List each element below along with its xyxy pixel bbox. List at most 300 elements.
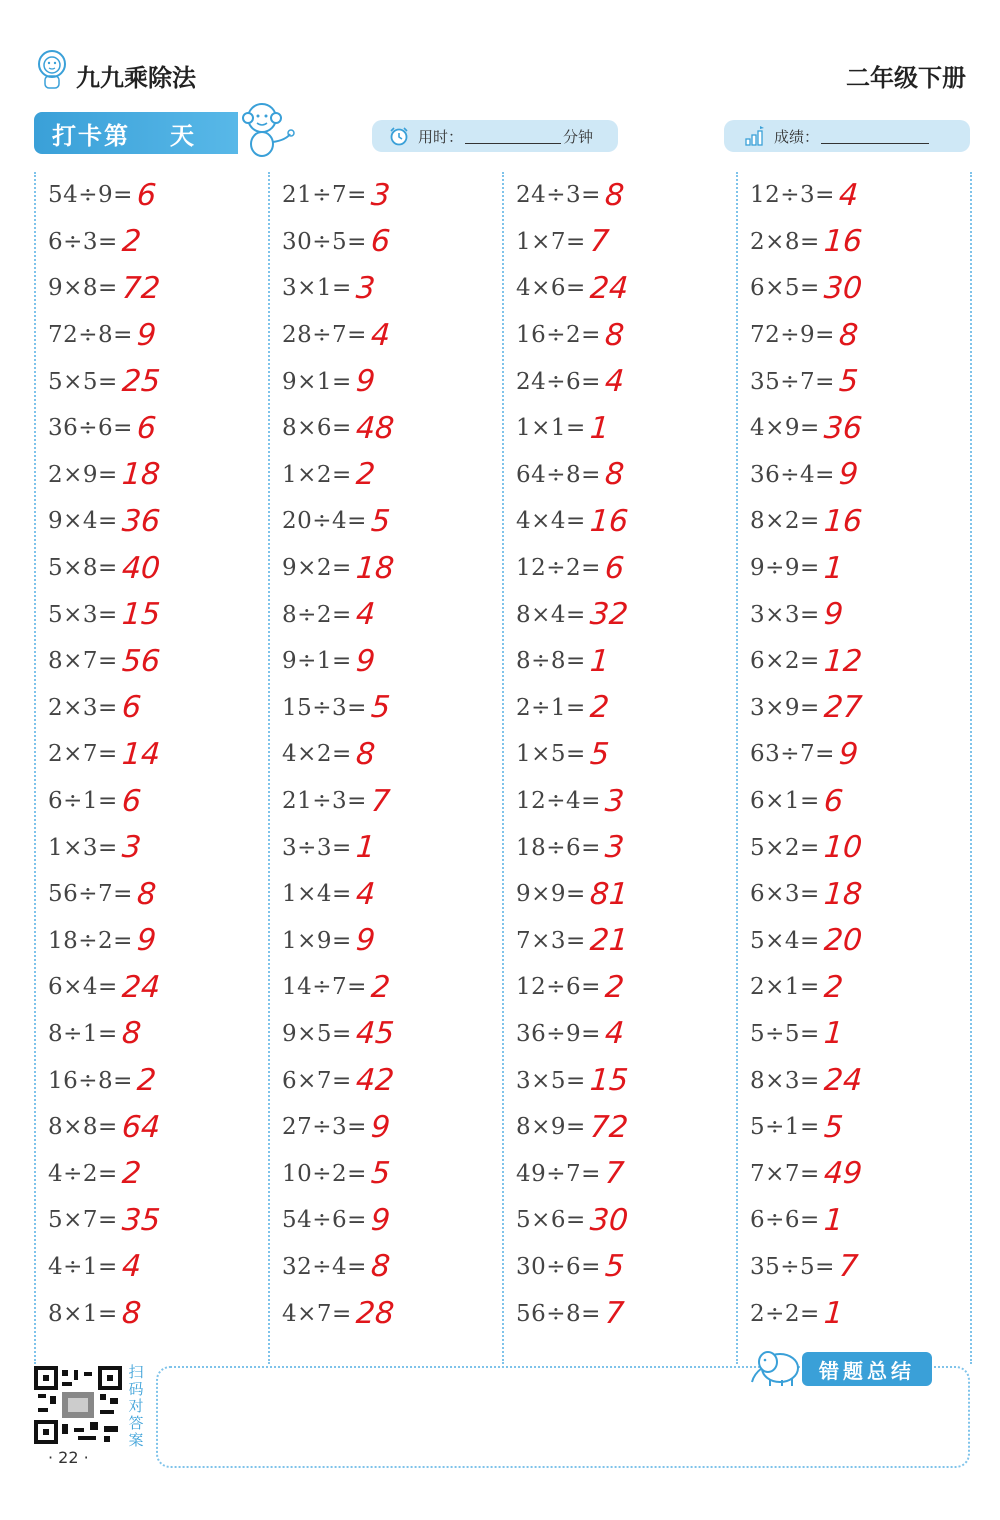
handwritten-answer[interactable]: 8	[120, 1016, 143, 1052]
handwritten-answer[interactable]: 2	[354, 457, 377, 493]
handwritten-answer[interactable]: 5	[369, 1156, 392, 1192]
handwritten-answer[interactable]: 2	[120, 224, 143, 260]
problem-row	[282, 685, 512, 732]
mistakes-summary-title: 错题总结	[802, 1352, 932, 1386]
problem-row	[48, 871, 278, 918]
handwritten-answer[interactable]: 4	[369, 317, 392, 353]
problem-row	[282, 871, 512, 918]
handwritten-answer[interactable]: 21	[588, 923, 630, 959]
handwritten-answer[interactable]: 42	[354, 1063, 396, 1099]
problem-expression: 6×3=	[750, 881, 820, 908]
problem-column-1	[48, 172, 278, 1337]
problem-expression: 2÷1=	[516, 694, 586, 721]
handwritten-answer[interactable]: 30	[588, 1202, 630, 1238]
problem-row	[516, 1150, 746, 1197]
problem-expression: 6×7=	[282, 1067, 352, 1094]
time-input-line[interactable]	[465, 129, 561, 144]
problem-row	[516, 1290, 746, 1337]
problem-row	[48, 312, 278, 359]
problem-expression: 4×2=	[282, 741, 352, 768]
handwritten-answer[interactable]: 4	[120, 1249, 143, 1285]
handwritten-answer[interactable]: 5	[822, 1109, 845, 1145]
handwritten-answer[interactable]: 16	[822, 224, 864, 260]
problem-row	[282, 1197, 512, 1244]
problem-expression: 27÷3=	[282, 1114, 367, 1141]
book-title: 九九乘除法	[76, 64, 196, 92]
qr-caption: 扫码对答案	[128, 1363, 144, 1449]
problem-expression: 3×5=	[516, 1067, 586, 1094]
problem-row	[282, 545, 512, 592]
problem-expression: 4×9=	[750, 415, 820, 442]
problem-expression: 4÷2=	[48, 1160, 118, 1187]
problem-expression: 5×8=	[48, 555, 118, 582]
problem-expression: 16÷2=	[516, 322, 601, 349]
problem-row	[48, 1244, 278, 1291]
handwritten-answer[interactable]: 8	[120, 1296, 143, 1332]
problem-row	[48, 1290, 278, 1337]
problem-row	[750, 1244, 980, 1291]
handwritten-answer[interactable]: 3	[354, 270, 377, 306]
problem-row	[750, 405, 980, 452]
page-header	[34, 46, 966, 110]
problem-expression: 8÷2=	[282, 601, 352, 628]
problem-expression: 12÷2=	[516, 555, 601, 582]
handwritten-answer[interactable]: 2	[603, 969, 626, 1005]
handwritten-answer[interactable]: 81	[588, 876, 630, 912]
handwritten-answer[interactable]: 5	[837, 364, 860, 400]
problem-expression: 1×5=	[516, 741, 586, 768]
score-input-line[interactable]	[821, 129, 929, 144]
handwritten-answer[interactable]: 5	[588, 736, 611, 772]
problem-column-3	[516, 172, 746, 1337]
problem-row	[48, 1150, 278, 1197]
problem-expression: 24÷6=	[516, 368, 601, 395]
problem-row	[750, 265, 980, 312]
handwritten-answer[interactable]: 27	[822, 690, 864, 726]
problem-row	[516, 1011, 746, 1058]
problem-row	[750, 1150, 980, 1197]
problem-row	[48, 1057, 278, 1104]
problem-row	[48, 219, 278, 266]
checkin-prefix: 打卡第	[52, 121, 130, 150]
problem-row	[282, 1244, 512, 1291]
problem-row	[516, 405, 746, 452]
handwritten-answer[interactable]: 2	[588, 690, 611, 726]
problem-row	[516, 312, 746, 359]
time-label: 用时：	[418, 127, 464, 146]
problem-expression: 9×1=	[282, 368, 352, 395]
problem-expression: 8÷8=	[516, 648, 586, 675]
checkin-banner	[34, 112, 238, 154]
problem-row	[516, 1244, 746, 1291]
problem-expression: 9×2=	[282, 555, 352, 582]
problem-row	[516, 545, 746, 592]
problem-expression: 18÷6=	[516, 834, 601, 861]
handwritten-answer[interactable]: 4	[354, 876, 377, 912]
handwritten-answer[interactable]: 25	[120, 364, 162, 400]
handwritten-answer[interactable]: 3	[603, 830, 626, 866]
page-number: · 22 ·	[48, 1448, 89, 1467]
handwritten-answer[interactable]: 72	[588, 1109, 630, 1145]
problem-row	[516, 498, 746, 545]
problem-expression: 36÷4=	[750, 461, 835, 488]
problem-expression: 5×6=	[516, 1207, 586, 1234]
problem-row	[282, 638, 512, 685]
problem-row	[516, 638, 746, 685]
handwritten-answer[interactable]: 4	[603, 1016, 626, 1052]
problem-expression: 63÷7=	[750, 741, 835, 768]
handwritten-answer[interactable]: 7	[837, 1249, 860, 1285]
handwritten-answer[interactable]: 24	[588, 270, 630, 306]
problem-expression: 8×1=	[48, 1300, 118, 1327]
handwritten-answer[interactable]: 9	[369, 1109, 392, 1145]
problem-expression: 2×9=	[48, 461, 118, 488]
problem-expression: 9÷9=	[750, 555, 820, 582]
problem-expression: 64÷8=	[516, 461, 601, 488]
qr-code-icon[interactable]	[34, 1366, 122, 1444]
time-unit: 分钟	[563, 127, 594, 146]
problem-expression: 6×5=	[750, 275, 820, 302]
problem-expression: 49÷7=	[516, 1160, 601, 1187]
problem-row	[516, 871, 746, 918]
problem-expression: 9÷1=	[282, 648, 352, 675]
problem-row	[750, 1011, 980, 1058]
problem-expression: 9×4=	[48, 508, 118, 535]
handwritten-answer[interactable]: 28	[354, 1296, 396, 1332]
handwritten-answer[interactable]: 5	[369, 503, 392, 539]
problem-expression: 1×1=	[516, 415, 586, 442]
handwritten-answer[interactable]: 9	[135, 317, 158, 353]
time-box	[372, 120, 618, 152]
problem-expression: 36÷9=	[516, 1020, 601, 1047]
problem-expression: 8×2=	[750, 508, 820, 535]
problem-expression: 32÷4=	[282, 1253, 367, 1280]
handwritten-answer[interactable]: 9	[369, 1202, 392, 1238]
column-divider	[34, 172, 36, 1364]
problem-row	[48, 172, 278, 219]
problem-row	[516, 265, 746, 312]
handwritten-answer[interactable]: 1	[822, 1202, 845, 1238]
handwritten-answer[interactable]: 24	[822, 1063, 864, 1099]
handwritten-answer[interactable]: 7	[588, 224, 611, 260]
problem-expression: 1×9=	[282, 927, 352, 954]
problem-row	[750, 591, 980, 638]
problem-expression: 4÷1=	[48, 1253, 118, 1280]
handwritten-answer[interactable]: 8	[354, 736, 377, 772]
handwritten-answer[interactable]: 15	[120, 597, 162, 633]
handwritten-answer[interactable]: 6	[603, 550, 626, 586]
problem-row	[282, 358, 512, 405]
handwritten-answer[interactable]: 8	[135, 876, 158, 912]
problem-row	[48, 545, 278, 592]
problem-row	[750, 871, 980, 918]
problem-row	[516, 591, 746, 638]
problem-row	[516, 731, 746, 778]
handwritten-answer[interactable]: 18	[354, 550, 396, 586]
handwritten-answer[interactable]: 3	[369, 177, 392, 213]
handwritten-answer[interactable]: 1	[588, 643, 611, 679]
problem-row	[48, 265, 278, 312]
problem-expression: 54÷6=	[282, 1207, 367, 1234]
elephant-icon	[746, 1344, 804, 1388]
handwritten-answer[interactable]: 5	[603, 1249, 626, 1285]
problem-expression: 5×7=	[48, 1207, 118, 1234]
problem-column-2	[282, 172, 512, 1337]
handwritten-answer[interactable]: 9	[822, 597, 845, 633]
problem-row	[282, 778, 512, 825]
problem-row	[516, 964, 746, 1011]
handwritten-answer[interactable]: 2	[822, 969, 845, 1005]
problem-row	[282, 918, 512, 965]
problem-expression: 5÷5=	[750, 1020, 820, 1047]
handwritten-answer[interactable]: 2	[120, 1156, 143, 1192]
problem-row	[282, 265, 512, 312]
problem-row	[48, 1197, 278, 1244]
problem-expression: 14÷7=	[282, 974, 367, 1001]
problem-row	[750, 685, 980, 732]
problem-row	[516, 219, 746, 266]
problem-row	[48, 731, 278, 778]
problem-row	[750, 778, 980, 825]
handwritten-answer[interactable]: 49	[822, 1156, 864, 1192]
problem-row	[282, 824, 512, 871]
handwritten-answer[interactable]: 9	[354, 643, 377, 679]
problem-expression: 6÷1=	[48, 788, 118, 815]
handwritten-answer[interactable]: 30	[822, 270, 864, 306]
problem-expression: 30÷6=	[516, 1253, 601, 1280]
problem-row	[750, 452, 980, 499]
problem-row	[516, 918, 746, 965]
problem-expression: 8×7=	[48, 648, 118, 675]
problem-expression: 72÷8=	[48, 322, 133, 349]
problem-expression: 3÷3=	[282, 834, 352, 861]
problem-expression: 9×5=	[282, 1020, 352, 1047]
grade-label: 二年级下册	[846, 64, 966, 92]
problem-row	[750, 964, 980, 1011]
problem-row	[516, 824, 746, 871]
problem-expression: 12÷4=	[516, 788, 601, 815]
handwritten-answer[interactable]: 8	[837, 317, 860, 353]
problem-grid	[34, 172, 972, 1364]
handwritten-answer[interactable]: 40	[120, 550, 162, 586]
problem-row	[48, 918, 278, 965]
handwritten-answer[interactable]: 8	[603, 177, 626, 213]
problem-expression: 6÷3=	[48, 228, 118, 255]
problem-row	[516, 1197, 746, 1244]
handwritten-answer[interactable]: 7	[603, 1296, 626, 1332]
problem-row	[282, 312, 512, 359]
problem-expression: 5×2=	[750, 834, 820, 861]
clock-icon	[388, 126, 410, 146]
problem-expression: 8×4=	[516, 601, 586, 628]
handwritten-answer[interactable]: 18	[120, 457, 162, 493]
problem-column-4	[750, 172, 980, 1337]
handwritten-answer[interactable]: 9	[354, 364, 377, 400]
problem-expression: 1×3=	[48, 834, 118, 861]
problem-row	[282, 452, 512, 499]
handwritten-answer[interactable]: 32	[588, 597, 630, 633]
problem-row	[282, 1150, 512, 1197]
handwritten-answer[interactable]: 8	[369, 1249, 392, 1285]
problem-row	[282, 964, 512, 1011]
handwritten-answer[interactable]: 4	[837, 177, 860, 213]
problem-row	[48, 358, 278, 405]
problem-expression: 2×8=	[750, 228, 820, 255]
problem-expression: 6÷6=	[750, 1207, 820, 1234]
problem-expression: 6×1=	[750, 788, 820, 815]
handwritten-answer[interactable]: 1	[354, 830, 377, 866]
problem-row	[750, 638, 980, 685]
problem-expression: 5×3=	[48, 601, 118, 628]
handwritten-answer[interactable]: 3	[603, 783, 626, 819]
problem-expression: 20÷4=	[282, 508, 367, 535]
problem-expression: 7×7=	[750, 1160, 820, 1187]
problem-expression: 1×7=	[516, 228, 586, 255]
handwritten-answer[interactable]: 8	[603, 317, 626, 353]
problem-expression: 6×2=	[750, 648, 820, 675]
score-label: 成绩：	[774, 127, 820, 146]
handwritten-answer[interactable]: 6	[135, 410, 158, 446]
problem-row	[282, 1290, 512, 1337]
handwritten-answer[interactable]: 9	[837, 457, 860, 493]
problem-expression: 72÷9=	[750, 322, 835, 349]
problem-row	[750, 1104, 980, 1151]
problem-expression: 1×4=	[282, 881, 352, 908]
problem-expression: 2×1=	[750, 974, 820, 1001]
problem-expression: 4×7=	[282, 1300, 352, 1327]
handwritten-answer[interactable]: 6	[120, 783, 143, 819]
monkey-icon	[236, 100, 298, 160]
handwritten-answer[interactable]: 2	[135, 1063, 158, 1099]
handwritten-answer[interactable]: 20	[822, 923, 864, 959]
problem-row	[282, 1057, 512, 1104]
handwritten-answer[interactable]: 1	[822, 1296, 845, 1332]
handwritten-answer[interactable]: 6	[369, 224, 392, 260]
lion-logo-icon	[34, 48, 70, 92]
handwritten-answer[interactable]: 36	[822, 410, 864, 446]
handwritten-answer[interactable]: 7	[369, 783, 392, 819]
handwritten-answer[interactable]: 56	[120, 643, 162, 679]
bar-chart-icon	[744, 126, 766, 146]
problem-row	[282, 1011, 512, 1058]
handwritten-answer[interactable]: 9	[354, 923, 377, 959]
problem-expression: 24÷3=	[516, 182, 601, 209]
problem-row	[750, 312, 980, 359]
handwritten-answer[interactable]: 48	[354, 410, 396, 446]
problem-row	[48, 405, 278, 452]
problem-expression: 9×9=	[516, 881, 586, 908]
problem-row	[750, 358, 980, 405]
handwritten-answer[interactable]: 2	[369, 969, 392, 1005]
score-box	[724, 120, 970, 152]
handwritten-answer[interactable]: 72	[120, 270, 162, 306]
problem-expression: 8×6=	[282, 415, 352, 442]
problem-expression: 28÷7=	[282, 322, 367, 349]
problem-row	[750, 219, 980, 266]
problem-row	[48, 685, 278, 732]
problem-expression: 7×3=	[516, 927, 586, 954]
problem-expression: 4×6=	[516, 275, 586, 302]
problem-row	[516, 358, 746, 405]
handwritten-answer[interactable]: 36	[120, 503, 162, 539]
checkin-suffix: 天	[170, 121, 196, 150]
problem-row	[48, 452, 278, 499]
problem-row	[48, 498, 278, 545]
problem-expression: 1×2=	[282, 461, 352, 488]
problem-expression: 30÷5=	[282, 228, 367, 255]
handwritten-answer[interactable]: 16	[588, 503, 630, 539]
problem-expression: 5×5=	[48, 368, 118, 395]
problem-expression: 16÷8=	[48, 1067, 133, 1094]
problem-row	[750, 1057, 980, 1104]
handwritten-answer[interactable]: 9	[135, 923, 158, 959]
handwritten-answer[interactable]: 35	[120, 1202, 162, 1238]
handwritten-answer[interactable]: 64	[120, 1109, 162, 1145]
handwritten-answer[interactable]: 5	[369, 690, 392, 726]
problem-expression: 56÷8=	[516, 1300, 601, 1327]
problem-expression: 3×3=	[750, 601, 820, 628]
handwritten-answer[interactable]: 1	[588, 410, 611, 446]
handwritten-answer[interactable]: 6	[135, 177, 158, 213]
problem-row	[750, 545, 980, 592]
problem-row	[48, 964, 278, 1011]
problem-expression: 9×8=	[48, 275, 118, 302]
problem-row	[282, 498, 512, 545]
problem-row	[48, 1011, 278, 1058]
handwritten-answer[interactable]: 4	[603, 364, 626, 400]
problem-expression: 2×3=	[48, 694, 118, 721]
handwritten-answer[interactable]: 9	[837, 736, 860, 772]
problem-row	[750, 824, 980, 871]
handwritten-answer[interactable]: 24	[120, 969, 162, 1005]
handwritten-answer[interactable]: 16	[822, 503, 864, 539]
problem-expression: 3×9=	[750, 694, 820, 721]
problem-row	[48, 1104, 278, 1151]
handwritten-answer[interactable]: 14	[120, 736, 162, 772]
handwritten-answer[interactable]: 15	[588, 1063, 630, 1099]
handwritten-answer[interactable]: 18	[822, 876, 864, 912]
handwritten-answer[interactable]: 1	[822, 1016, 845, 1052]
problem-expression: 2×7=	[48, 741, 118, 768]
problem-expression: 10÷2=	[282, 1160, 367, 1187]
problem-expression: 5÷1=	[750, 1114, 820, 1141]
handwritten-answer[interactable]: 45	[354, 1016, 396, 1052]
handwritten-answer[interactable]: 4	[354, 597, 377, 633]
handwritten-answer[interactable]: 6	[120, 690, 143, 726]
problem-row	[750, 498, 980, 545]
problem-expression: 15÷3=	[282, 694, 367, 721]
problem-row	[516, 685, 746, 732]
handwritten-answer[interactable]: 8	[603, 457, 626, 493]
handwritten-answer[interactable]: 1	[822, 550, 845, 586]
handwritten-answer[interactable]: 3	[120, 830, 143, 866]
problem-expression: 36÷6=	[48, 415, 133, 442]
problem-expression: 2÷2=	[750, 1300, 820, 1327]
problem-expression: 18÷2=	[48, 927, 133, 954]
problem-row	[48, 778, 278, 825]
problem-row	[516, 452, 746, 499]
handwritten-answer[interactable]: 10	[822, 830, 864, 866]
handwritten-answer[interactable]: 7	[603, 1156, 626, 1192]
problem-expression: 12÷6=	[516, 974, 601, 1001]
problem-expression: 35÷5=	[750, 1253, 835, 1280]
problem-expression: 21÷3=	[282, 788, 367, 815]
handwritten-answer[interactable]: 12	[822, 643, 864, 679]
handwritten-answer[interactable]: 6	[822, 783, 845, 819]
problem-expression: 35÷7=	[750, 368, 835, 395]
problem-row	[282, 1104, 512, 1151]
problem-row	[48, 591, 278, 638]
